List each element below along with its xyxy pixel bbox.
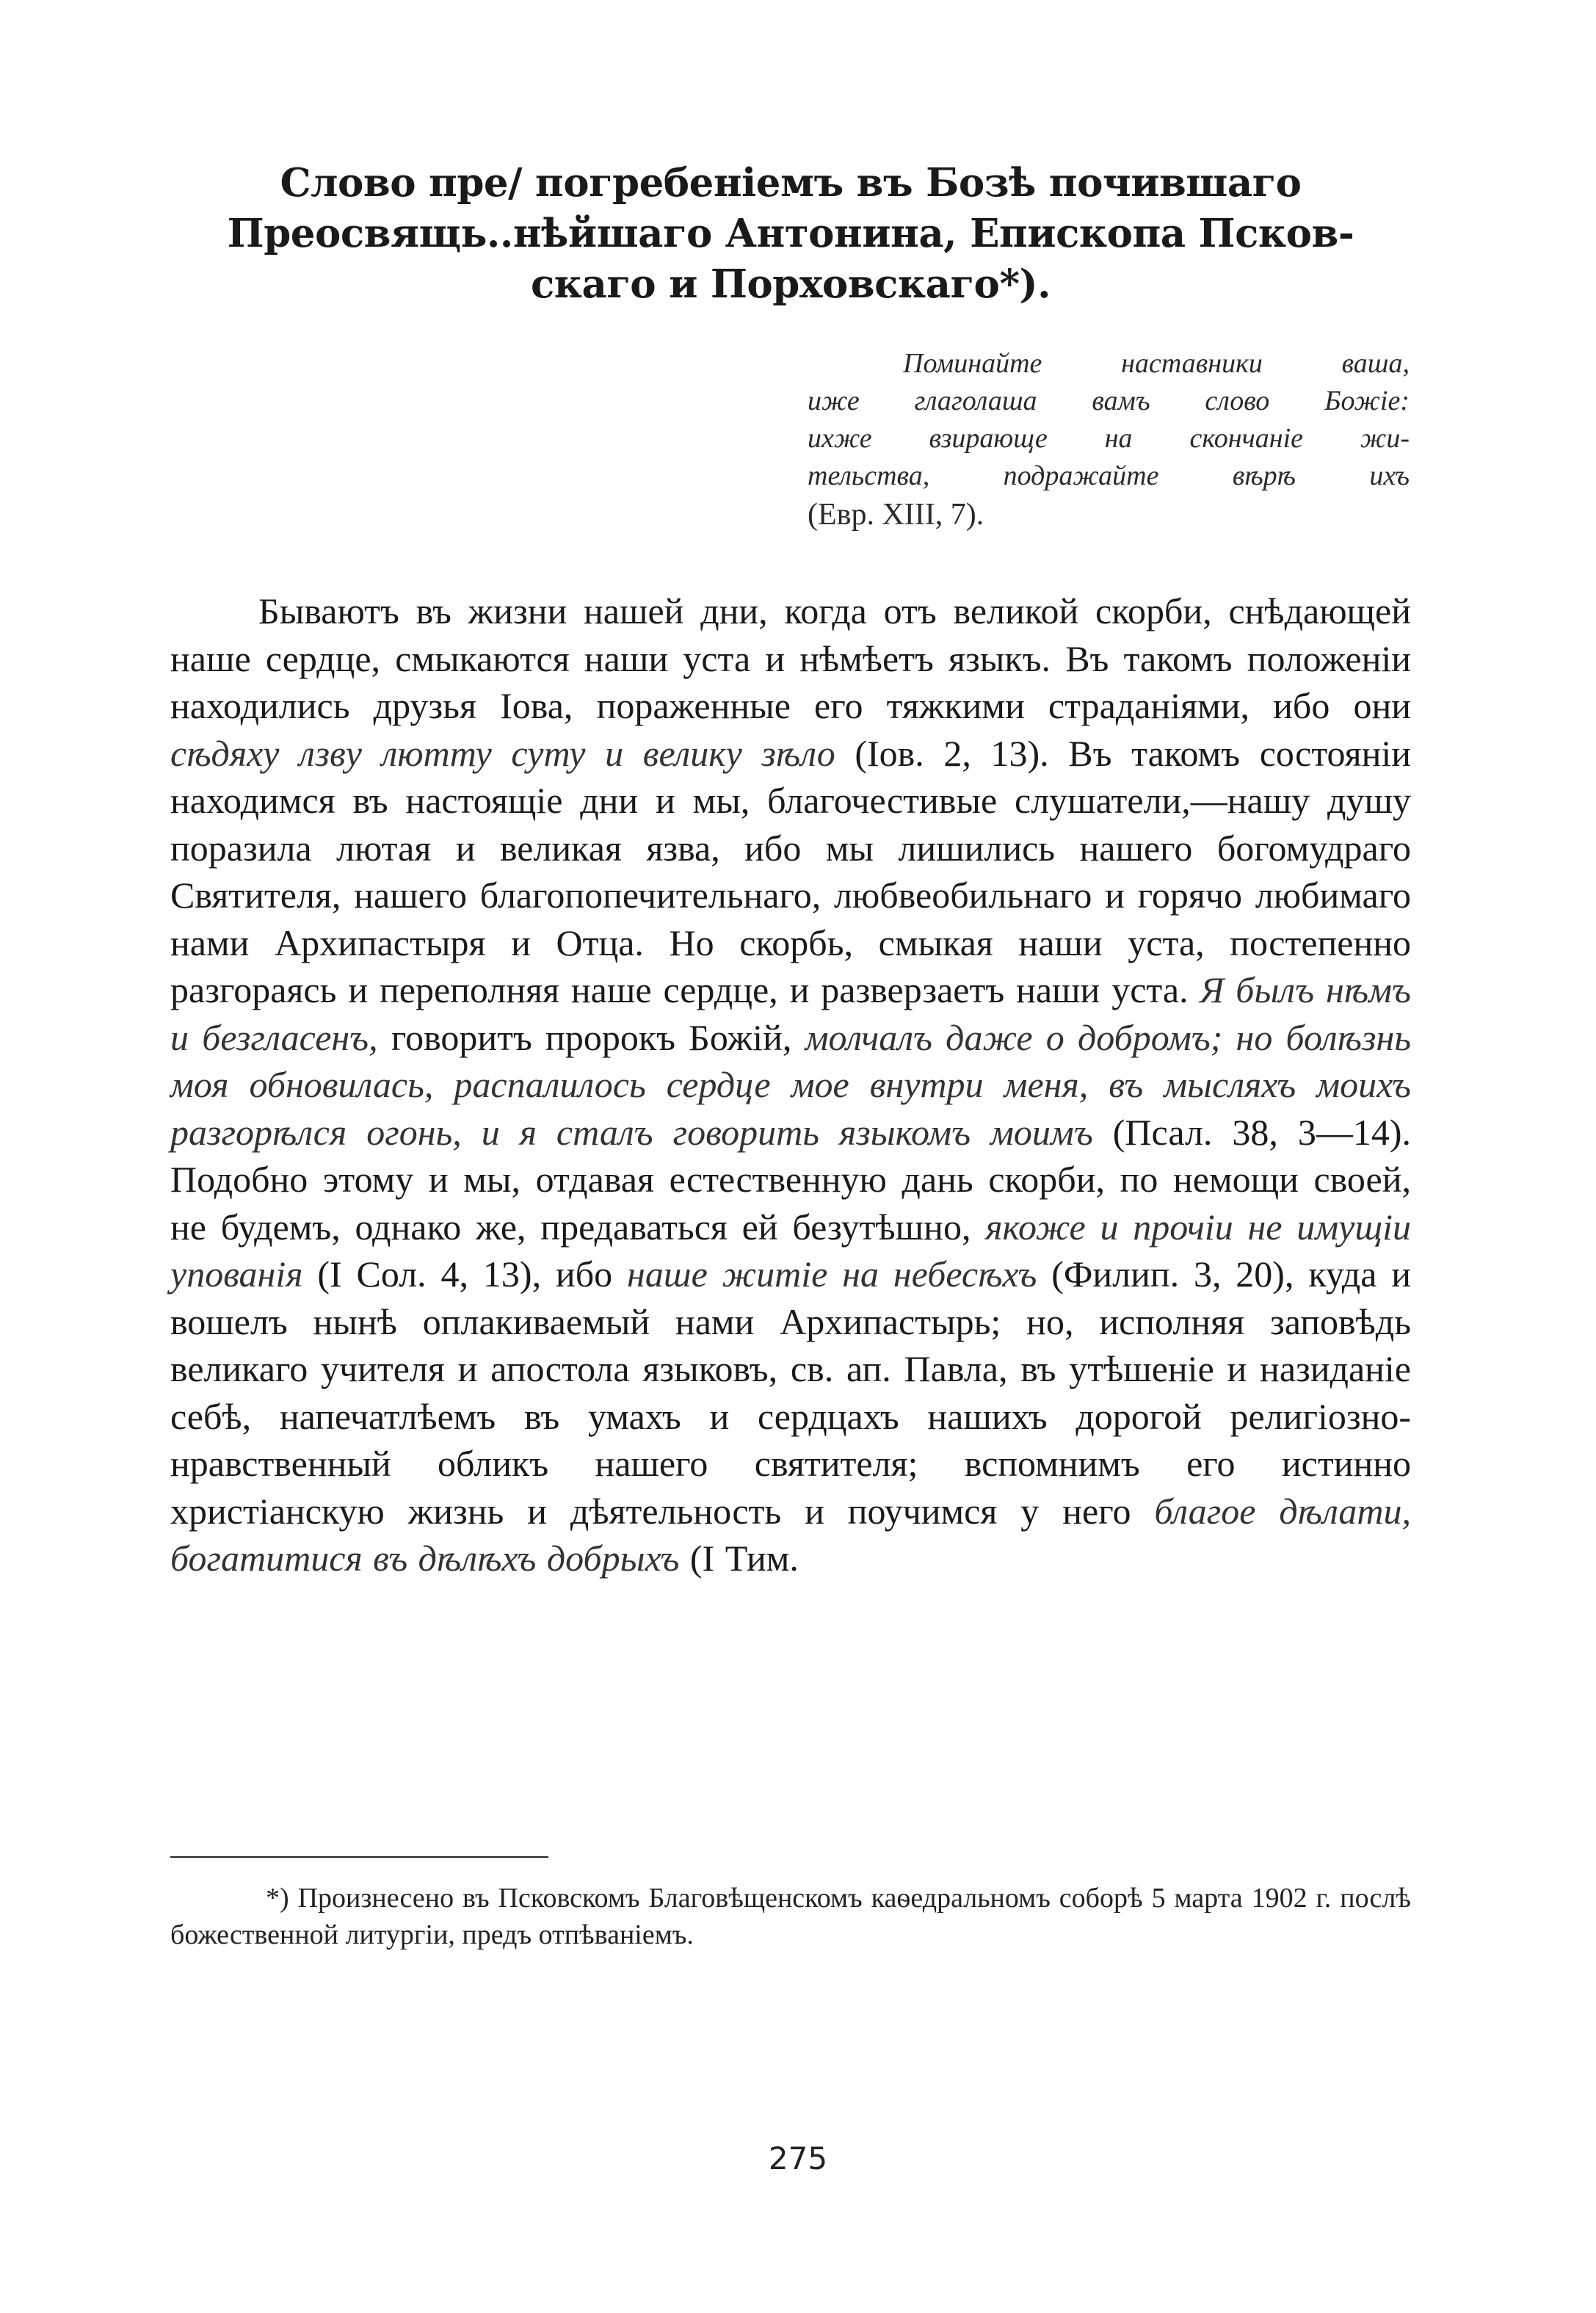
scripture-quote: Я былъ нѣмъ и безгласенъ, bbox=[170, 969, 1412, 1058]
body-text-run: (Іов. 2, 13). Въ такомъ состояніи находимся въ настоящіе дни и мы, благочестивые слушатели,—нашу душу поразила лютая и великая язва, ибо мы лишились нашего богомудраго Святителя, нашего благопопечительнаго, любвеобильнаго и горячо любимаго нами Архипастыря и Отца. Но скорбь, смыкая наши уста, постепенно разгораясь и переполняя наше сердце, и разверзаетъ наши уста. bbox=[170, 732, 1411, 1010]
page-number: 275 bbox=[768, 2140, 828, 2176]
scripture-quote: сѣдяху лзву лютту суту и велику зѣло bbox=[170, 732, 835, 774]
body-text-run: (Филип. 3, 20), куда и вошелъ нынѣ оплакиваемый нами Архипастырь; но, исполняя заповѣдь великаго учителя и апостола языковъ, св. ап. Павла, въ утѣшеніе и назиданіе себѣ, напечатлѣемъ въ умахъ и сердцахъ нашихъ дорогой религіозно-нравственный обликъ нашего святителя; вспомнимъ его истинно христіанскую жизнь и дѣятельность и поучимся у него bbox=[170, 1253, 1412, 1532]
title-line: Слово пре/ погребеніемъ въ Бозѣ почившаго bbox=[280, 160, 1302, 206]
footnote: *) Произнесено въ Псковскомъ Благовѣщенскомъ каѳедральномъ соборѣ 5 марта 1902 г. послѣ божественной литургіи, предъ отпѣваніемъ. bbox=[170, 1883, 1411, 1950]
body-text-run: (I Тим. bbox=[689, 1538, 799, 1579]
epigraph-line: иже глаголаша вамъ слово Божіе: bbox=[808, 386, 1410, 416]
footnote-divider bbox=[170, 1856, 548, 1858]
epigraph-source: (Евр. XIII, 7). bbox=[808, 498, 984, 532]
body-text-run: говоритъ пророкъ Божій, bbox=[391, 1016, 792, 1058]
epigraph-line: Поминайте наставники ваша, bbox=[903, 348, 1410, 379]
epigraph-line: ихже взирающе на скончаніе жи- bbox=[808, 423, 1410, 454]
epigraph-line: тельства, подражайте вѣрѣ ихъ bbox=[808, 460, 1410, 491]
body-text-run: (Псал. 38, 3—14). Подобно этому и мы, отдавая естественную дань скорби, по немощи своей, не будемъ, однако же, предаваться ей безутѣшно, bbox=[170, 1111, 1412, 1248]
title-line: Преосвящь..нѣйшаго Антонина, Епископа Псков- bbox=[227, 211, 1354, 256]
page-title bbox=[170, 158, 1411, 310]
body-paragraph bbox=[170, 587, 1411, 1582]
body-text-run: Бываютъ въ жизни нашей дни, когда отъ великой скорби, снѣдающей наше сердце, смыкаются наши уста и нѣмѣетъ языкъ. Въ такомъ положеніи находились друзья Іова, пораженные его тяжкими страданіями, ибо они bbox=[170, 590, 1411, 726]
scripture-quote: молчалъ даже о добромъ; но болѣзнь моя обновилась, распалилось сердце мое внутри меня, въ мысляхъ моихъ разгорѣлся огонь, и я сталъ говорить языкомъ моимъ bbox=[170, 1016, 1412, 1153]
scripture-quote: якоже и прочіи не имущіи упованія bbox=[170, 1206, 1411, 1295]
scripture-quote: наше житіе на небесѣхъ bbox=[627, 1253, 1037, 1295]
epigraph bbox=[808, 345, 1410, 534]
body-text-run: (I Сол. 4, 13), ибо bbox=[317, 1253, 613, 1295]
scripture-quote: благое дѣлати, богатитися въ дѣлѣхъ добрыхъ bbox=[170, 1490, 1411, 1579]
title-line: скаго и Порховскаго*). bbox=[530, 261, 1051, 307]
